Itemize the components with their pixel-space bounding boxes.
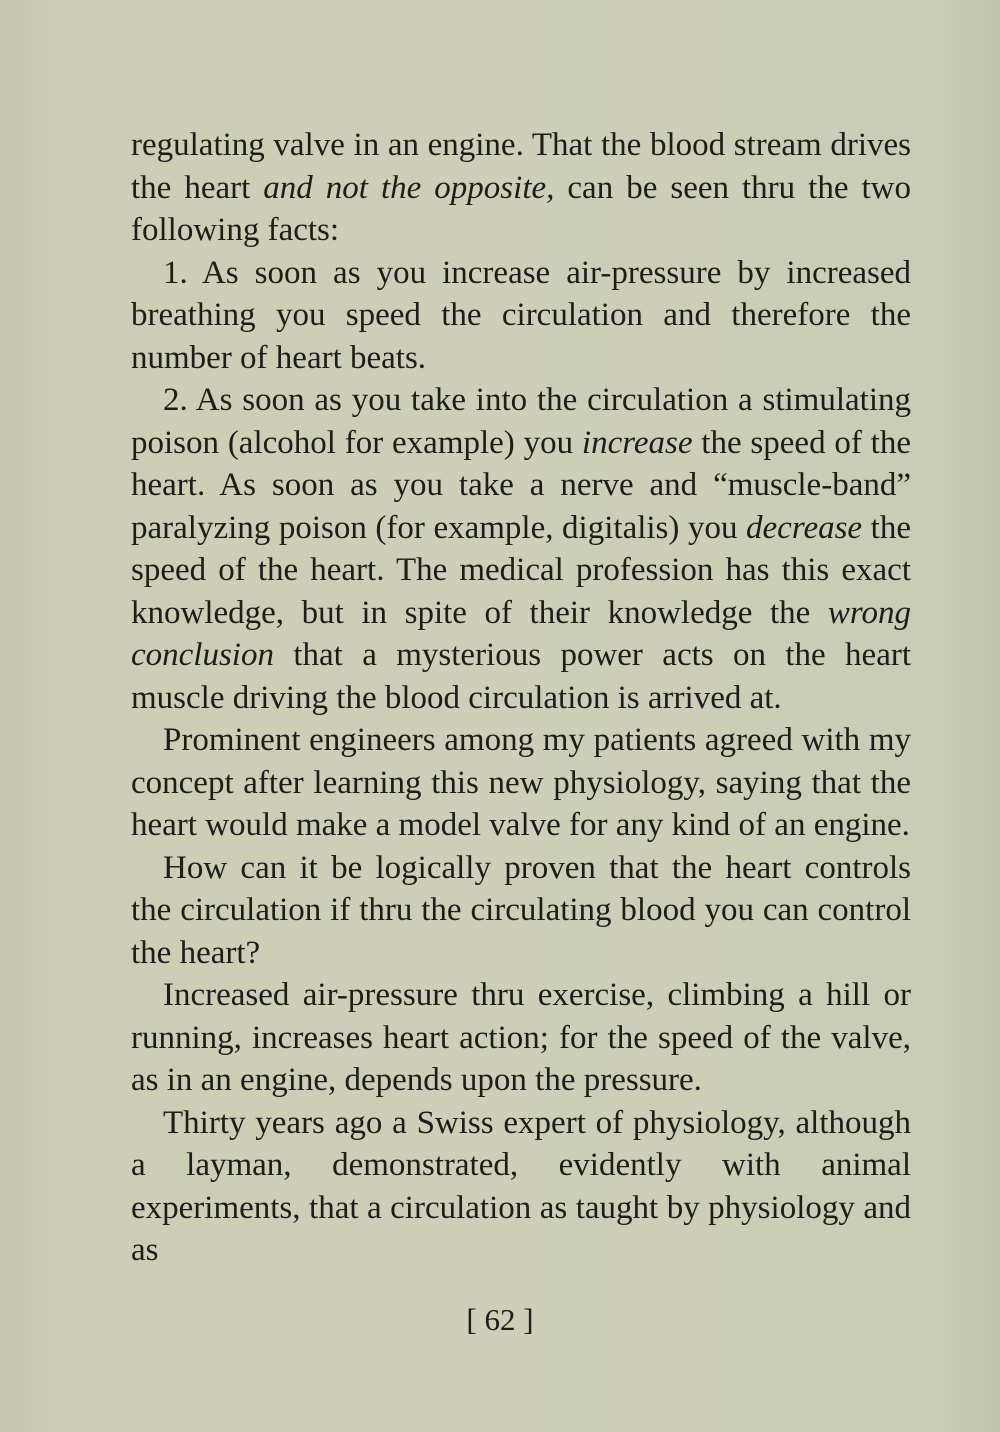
paragraph-4 bbox=[131, 719, 911, 847]
text-run: Thirty years ago a Swiss expert of physiology, although a layman, demonstrated, evidently with animal experiments, that a circulation as taught by physiology and as bbox=[131, 1104, 911, 1268]
page-number: [ 62 ] bbox=[466, 1302, 534, 1337]
paragraph-3 bbox=[131, 379, 911, 719]
text-run: the speed of the heart. As soon as you take a nerve and “muscle-band” paralyzing poison (for example, digitalis) you bbox=[131, 424, 911, 546]
text-run: Prominent engineers among my patients agreed with my concept after learning this new physiology, saying that the heart would make a model valve for any kind of an engine. bbox=[131, 722, 911, 843]
text-run: regulating valve in an engine. That the blood stream drives the heart bbox=[131, 127, 911, 206]
paragraph-7 bbox=[131, 1102, 911, 1272]
paragraph-6 bbox=[131, 974, 911, 1102]
text-run: can be seen thru the two following facts: bbox=[131, 169, 911, 248]
italic-text: decrease bbox=[746, 509, 863, 546]
text-run: that a mysterious power acts on the heart muscle driving the blood circulation is arrived at. bbox=[131, 637, 911, 716]
paragraph-1 bbox=[131, 124, 911, 252]
paragraph-2 bbox=[131, 252, 911, 380]
body-text bbox=[131, 124, 911, 1272]
paragraph-5 bbox=[131, 847, 911, 975]
text-run: 1. As soon as you increase air-pressure by increased breathing you speed the circulation and therefore the number of heart beats. bbox=[131, 254, 911, 376]
text-run: How can it be logically proven that the heart controls the circulation if thru the circulating blood you can control the heart? bbox=[131, 849, 911, 971]
text-run: 2. As soon as you take into the circulation a stimulating poison (alcohol for example) you bbox=[131, 382, 911, 461]
italic-text: increase bbox=[581, 424, 693, 461]
italic-text: wrong conclusion bbox=[131, 594, 911, 673]
italic-text: and not the opposite, bbox=[263, 169, 555, 206]
text-run: Increased air-pressure thru exercise, climbing a hill or running, increases heart action; for the speed of the valve, as in an engine, depends upon the pressure. bbox=[131, 977, 911, 1098]
text-run: the speed of the heart. The medical profession has this exact knowledge, but in spite of their knowledge the bbox=[131, 509, 911, 631]
